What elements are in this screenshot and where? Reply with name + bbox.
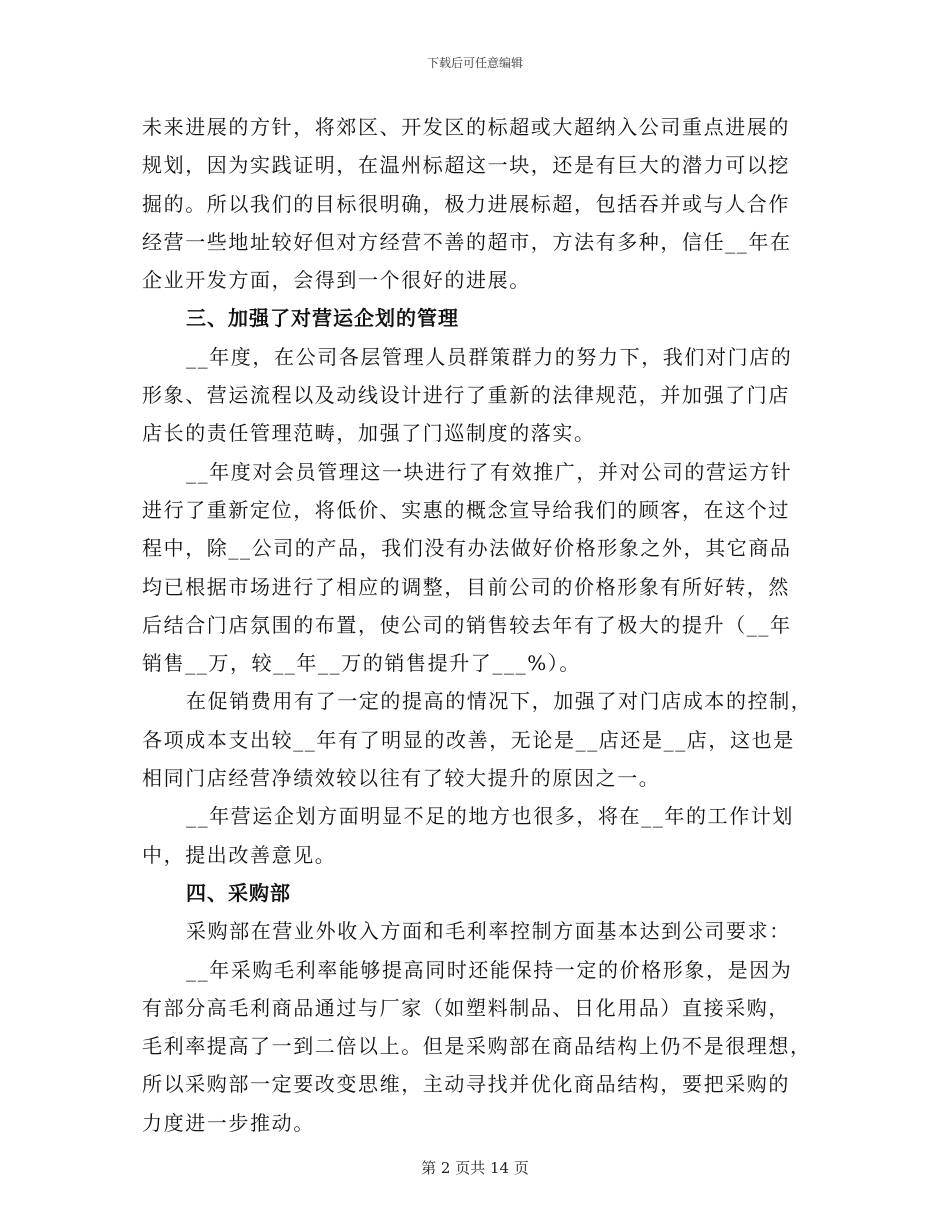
paragraph-line: 进行了重新定位，将低价、实惠的概念宣导给我们的顾客，在这个过 bbox=[142, 497, 790, 522]
paragraph-line: __年度，在公司各层管理人员群策群力的努力下，我们对门店的 bbox=[186, 344, 793, 369]
paragraph-line: 程中，除__公司的产品，我们没有办法做好价格形象之外，其它商品 bbox=[142, 536, 792, 561]
section-heading-4: 四、采购部 bbox=[186, 880, 291, 905]
paragraph-line: 相同门店经营净绩效较以往有了较大提升的原因之一。 bbox=[142, 766, 661, 791]
page-header: 下载后可任意编辑 bbox=[426, 56, 523, 70]
paragraph-line: 各项成本支出较__年有了明显的改善，无论是__店还是__店，这也是 bbox=[142, 727, 795, 752]
paragraph-line: 形象、营运流程以及动线设计进行了重新的法律规范，并加强了门店 bbox=[142, 383, 790, 408]
paragraph-line: 经营一些地址较好但对方经营不善的超市，方法有多种，信任__年在 bbox=[142, 229, 792, 254]
paragraph-line: 有部分高毛利商品通过与厂家（如塑料制品、日化用品）直接采购， bbox=[142, 995, 790, 1020]
paragraph-line: 店长的责任管理范畴，加强了门巡制度的落实。 bbox=[142, 421, 596, 446]
paragraph-line: __年采购毛利率能够提高同时还能保持一定的价格形象，是因为 bbox=[186, 957, 793, 982]
document-body bbox=[142, 108, 812, 1142]
paragraph-line: 中，提出改善意见。 bbox=[142, 842, 337, 867]
paragraph-line: 企业开发方面，会得到一个很好的进展。 bbox=[142, 268, 531, 293]
page-number: 第 2 页共 14 页 bbox=[421, 1159, 529, 1177]
paragraph-line: 掘的。所以我们的目标很明确，极力进展标超，包括吞并或与人合作 bbox=[142, 191, 790, 216]
paragraph-line: __年度对会员管理这一块进行了有效推广，并对公司的营运方针 bbox=[186, 459, 793, 484]
paragraph-line: 未来进展的方针，将郊区、开发区的标超或大超纳入公司重点进展的 bbox=[142, 115, 790, 139]
paragraph-line: 毛利率提高了一到二倍以上。但是采购部在商品结构上仍不是很理想， bbox=[142, 1034, 812, 1059]
paragraph-line: 均已根据市场进行了相应的调整，目前公司的价格形象有所好转，然 bbox=[142, 574, 790, 599]
paragraph-line: 销售__万，较__年__万的销售提升了___%）。 bbox=[142, 651, 582, 676]
paragraph-line: 采购部在营业外收入方面和毛利率控制方面基本达到公司要求： bbox=[186, 919, 791, 944]
paragraph-line: __年营运企划方面明显不足的地方也很多，将在__年的工作计划 bbox=[186, 804, 794, 829]
paragraph-line: 在促销费用有了一定的提高的情况下，加强了对门店成本的控制， bbox=[186, 689, 813, 714]
section-heading-3: 三、加强了对营运企划的管理 bbox=[186, 306, 459, 331]
paragraph-line: 后结合门店氛围的布置，使公司的销售较去年有了极大的提升（__年 bbox=[142, 612, 792, 637]
paragraph-line: 规划，因为实践证明，在温州标超这一块，还是有巨大的潜力可以挖 bbox=[142, 153, 790, 178]
paragraph-line: 所以采购部一定要改变思维，主动寻找并优化商品结构，要把采购的 bbox=[142, 1072, 790, 1097]
paragraph-line: 力度进一步推动。 bbox=[142, 1110, 315, 1135]
